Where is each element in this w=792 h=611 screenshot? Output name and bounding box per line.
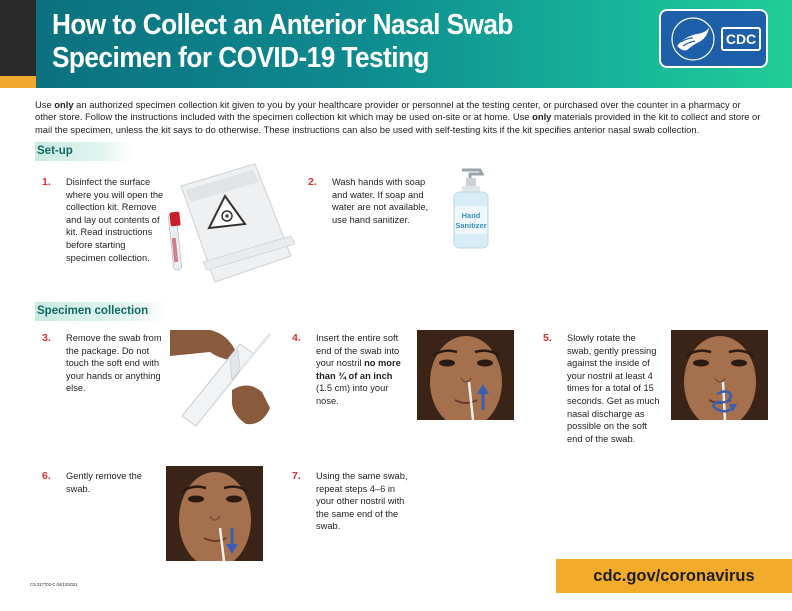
intro-paragraph: [35, 99, 763, 136]
intro-text-2: an authorized specimen collection kit given to you by your healthcare provider or personnel at the testing center, or purchased over the counter in a pharmacy or other store. Follow the instructions included with the specimen collection kit which may be used on-site or at home. Use: [35, 99, 741, 123]
page-title: [52, 9, 530, 75]
step-number: 3.: [42, 332, 51, 344]
step-text: Gently remove the swab.: [66, 471, 142, 494]
step-number: 1.: [42, 176, 51, 188]
header-dark-stripe: [0, 0, 36, 88]
face-step-5-illustration: [667, 330, 772, 420]
intro-text-1: Use: [35, 99, 55, 110]
intro-bold-1: only: [54, 99, 74, 110]
step-text-bold: no more than ¾ of an inch: [316, 358, 401, 381]
footer-band: [556, 559, 792, 593]
step-number: 7.: [292, 470, 301, 482]
step-number: 4.: [292, 332, 301, 344]
header-orange-stripe: [0, 76, 36, 88]
step-number: 5.: [543, 332, 552, 344]
step-number: 2.: [308, 176, 317, 188]
intro-text-3: materials provided in the kit to collect and store or mail the specimen, unless the kit says to do otherwise. These instructions can also be used with self-testing kits if the kit specifies anterior nasal swab collection.: [35, 111, 761, 135]
step-text: [316, 332, 409, 408]
face-step-4-illustration: [413, 330, 518, 420]
title-line-2: Specimen for COVID-19 Testing: [52, 42, 429, 74]
document-code: CS 317702-C 04/13/2021: [30, 582, 78, 587]
cdc-logo: [659, 9, 768, 68]
collection-kit-illustration: [163, 158, 298, 298]
face-step-6-illustration: [162, 466, 267, 561]
sanitizer-label-sanitizer: Sanitizer: [455, 221, 487, 230]
title-line-1: How to Collect an Anterior Nasal Swab: [52, 9, 513, 41]
footer-url-link[interactable]: cdc.gov/coronavirus: [593, 567, 755, 585]
swab-package-illustration: [170, 330, 275, 428]
header-banner: [0, 0, 792, 88]
sanitizer-label-hand: Hand: [461, 211, 481, 220]
step-number: 6.: [42, 470, 51, 482]
section-heading-setup: Set-up: [35, 142, 132, 161]
step-text-part: Insert the entire soft end of the swab into your nostril: [316, 333, 400, 369]
cdc-logo-text: CDC: [721, 27, 761, 51]
step-text: Using the same swab, repeat steps 4–6 in your other nostril with the same end of the swab.: [316, 471, 408, 532]
hand-sanitizer-illustration: [450, 164, 495, 252]
step-text: Remove the swab from the package. Do not touch the soft end with your hands or anything else.: [66, 333, 162, 394]
step-text: Slowly rotate the swab, gently pressing against the inside of your nostril at least 4 times for a total of 15 seconds. Get as much nasal discharge as possible on the soft end of the swab.: [567, 333, 660, 444]
step-text: Wash hands with soap and water. If soap and water are not available, use hand sanitizer.: [332, 177, 429, 225]
hhs-eagle-icon: [667, 16, 719, 62]
step-text: Disinfect the surface where you will open the collection kit. Remove and lay out contents of kit. Read instructions before starting specimen collection.: [66, 177, 164, 263]
section-heading-specimen-collection: Specimen collection: [35, 302, 167, 321]
intro-bold-2: only: [532, 111, 552, 123]
step-text-part: (1.5 cm) into your nose.: [316, 383, 389, 406]
